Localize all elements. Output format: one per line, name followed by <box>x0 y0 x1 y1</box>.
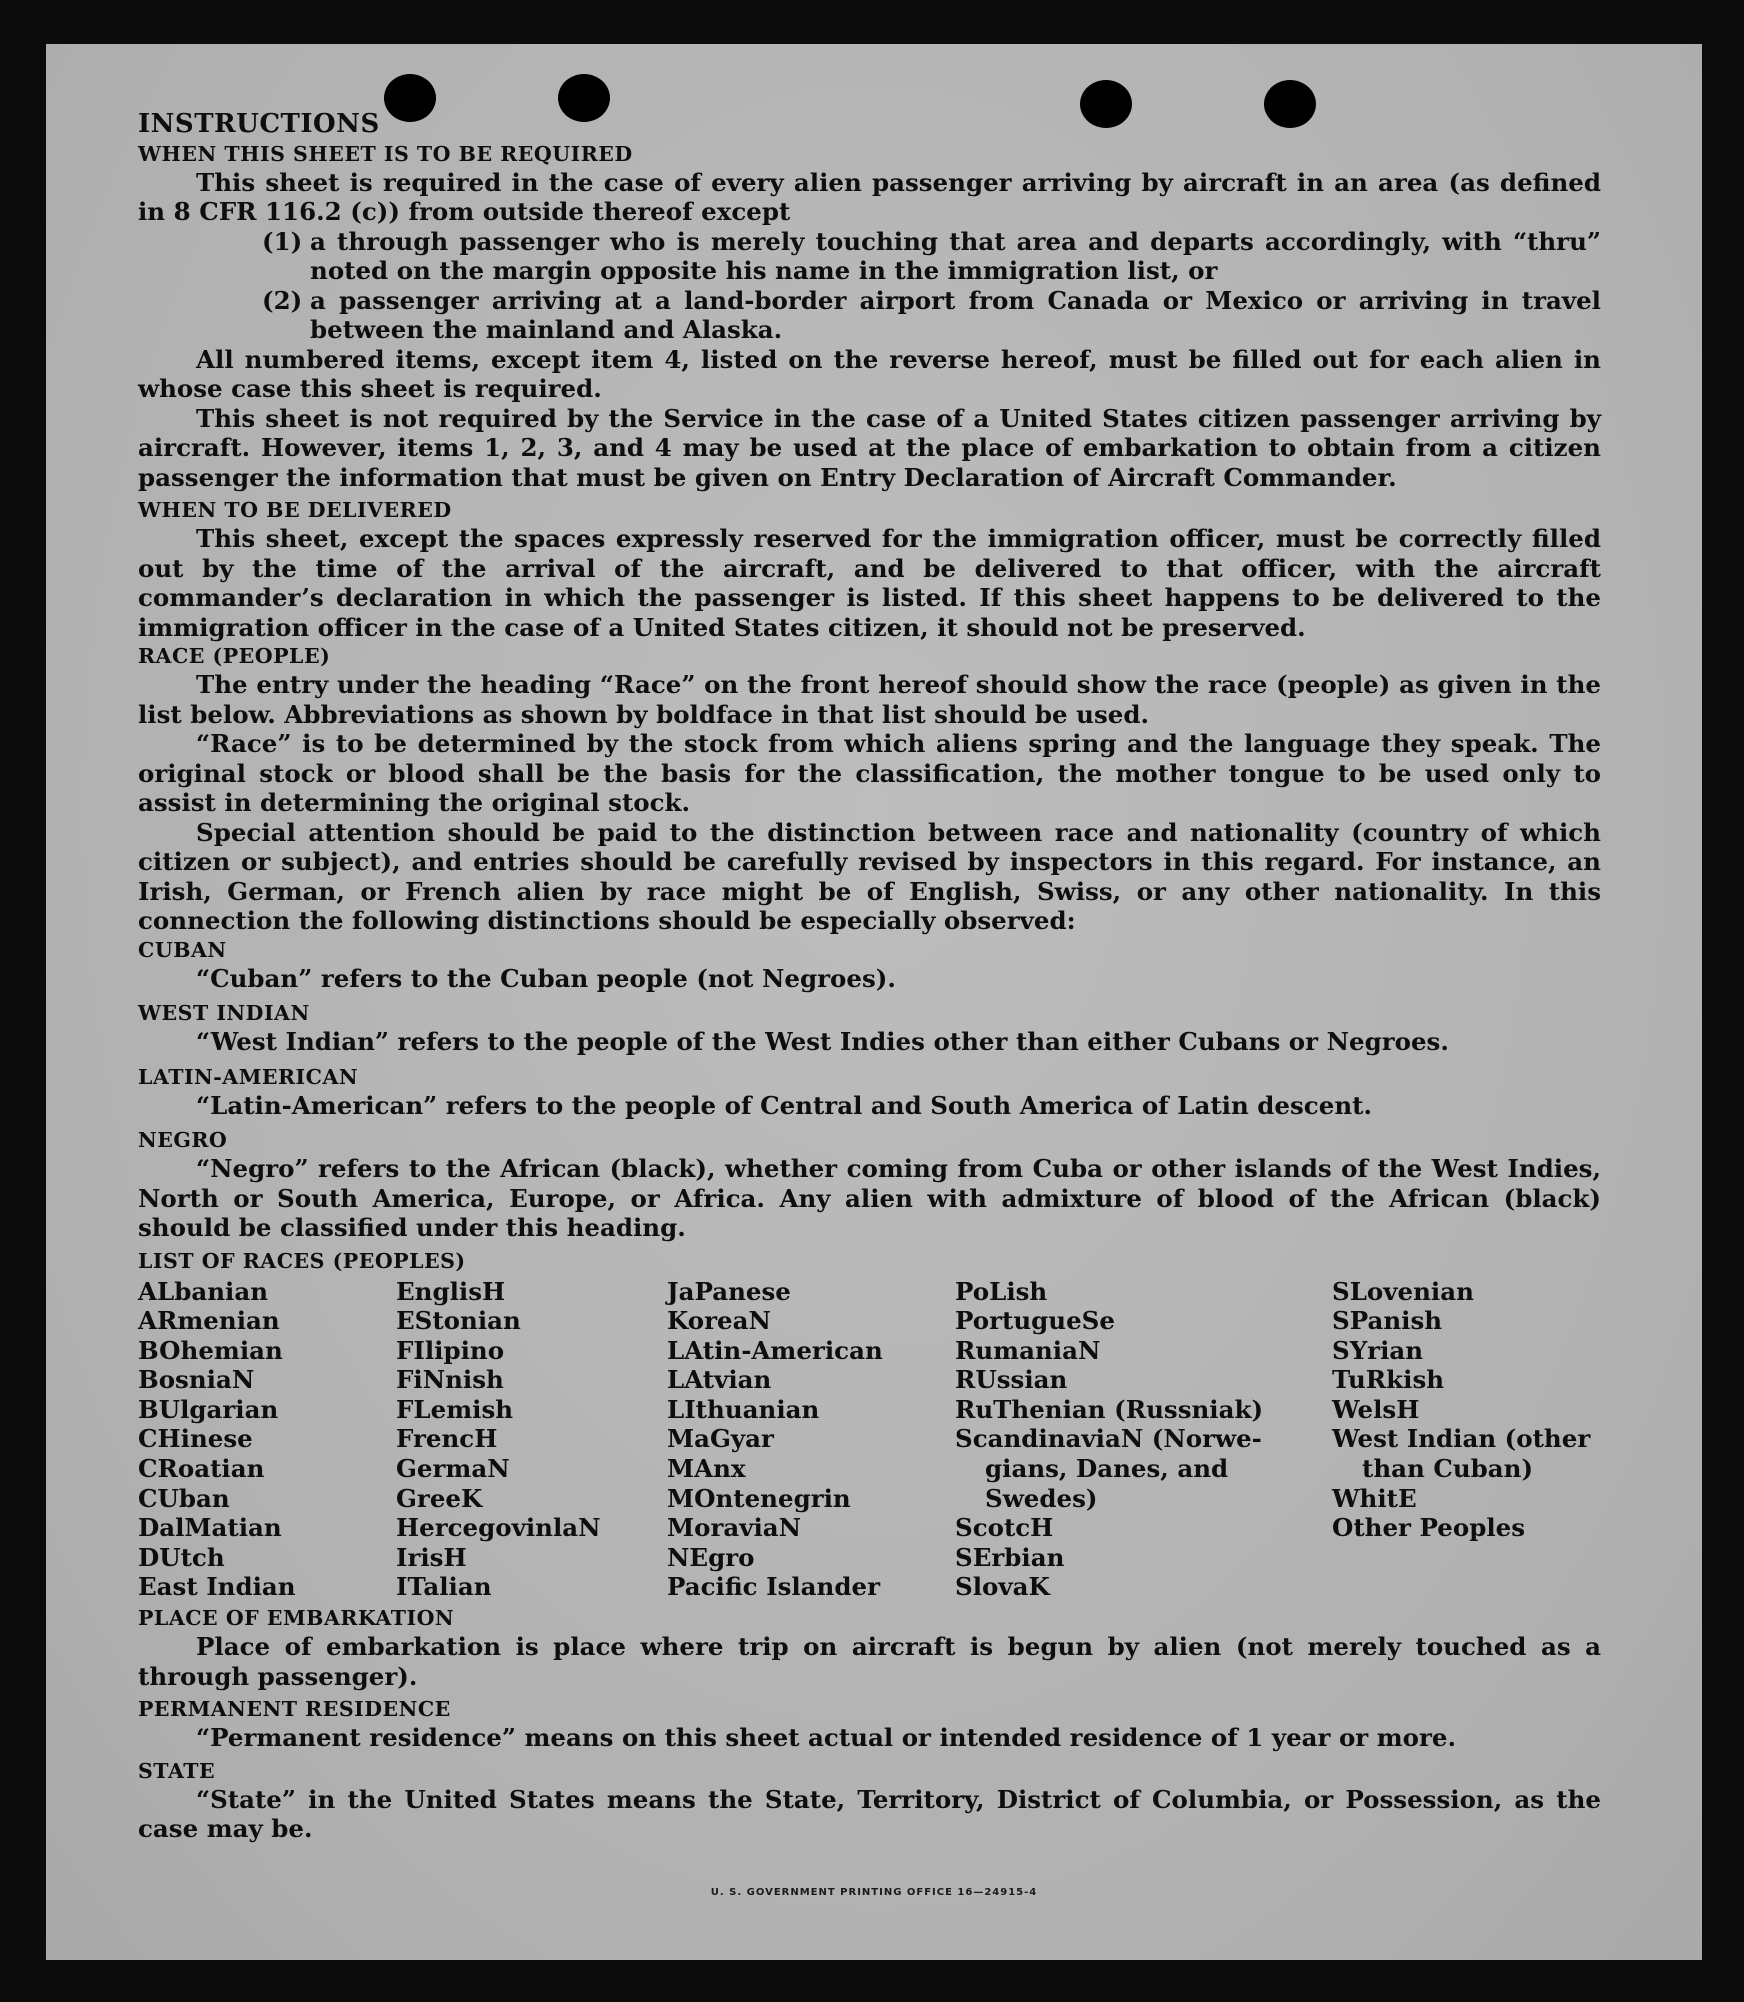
races-column-5 <box>1332 1277 1601 1603</box>
printing-office-footer: U. S. GOVERNMENT PRINTING OFFICE 16—24915-4 <box>710 1887 1038 1898</box>
heading-required: WHEN THIS SHEET IS TO BE REQUIRED <box>138 141 633 166</box>
race-entry: ARmenian <box>138 1306 280 1336</box>
race-entry: KoreaN <box>667 1306 771 1336</box>
exception-number: (1) <box>262 226 303 256</box>
race-entry: DalMatian <box>138 1513 282 1543</box>
state-text: “State” in the United States means the State, Territory, District of Columbia, or Possession, as the case may be. <box>138 1784 1601 1844</box>
races-column-2 <box>396 1277 667 1603</box>
delivered-text: This sheet, except the spaces expressly reserved for the immigration officer, must be correctly filled out by the time of the arrival of the aircraft, and be delivered to that officer, with the aircraft commander’s declaration in which the passenger is listed. If this sheet happens to be delivered to the immigration officer in the case of a United States citizen, it should not be preserved. <box>138 524 1601 642</box>
race-entry: West Indian (other <box>1332 1424 1591 1454</box>
race-entry: SPanish <box>1332 1306 1443 1336</box>
race-entry: PoLish <box>955 1276 1048 1306</box>
required-intro: This sheet is required in the case of every alien passenger arriving by aircraft in an area (as defined in 8 CFR 116.2 (c)) from outside thereof except <box>138 167 1601 226</box>
races-list <box>138 1277 1601 1603</box>
race-entry: SYrian <box>1332 1335 1424 1365</box>
race-entry: WhitE <box>1332 1483 1417 1513</box>
race-entry: JaPanese <box>667 1276 791 1306</box>
race-entry: ITalian <box>396 1572 492 1602</box>
race-entry: ScotcH <box>955 1513 1054 1543</box>
race-entry: IrisH <box>396 1542 467 1572</box>
race-entry: RuThenian (Russniak) <box>955 1394 1264 1424</box>
heading-latin-american: LATIN-AMERICAN <box>138 1064 359 1089</box>
race-entry: FLemish <box>396 1394 514 1424</box>
exception-item-1 <box>138 227 1601 286</box>
race-para-2: “Race” is to be determined by the stock from which aliens spring and the language they speak. The original stock or blood shall be the basis for the classification, the mother tongue to be used only to assist in determining the original stock. <box>138 729 1601 817</box>
race-entry: NEgro <box>667 1542 755 1572</box>
race-entry: CRoatian <box>138 1454 265 1484</box>
race-entry-continued: than Cuban) <box>1362 1454 1534 1484</box>
heading-west-indian: WEST INDIAN <box>138 1001 310 1025</box>
heading-cuban: CUBAN <box>138 937 227 962</box>
embarkation-text: Place of embarkation is place where trip on aircraft is begun by alien (not merely touched as a through passenger). <box>138 1632 1601 1691</box>
negro-text: “Negro” refers to the African (black), whether coming from Cuba or other islands of the West Indies, North or South America, Europe, or Africa. Any alien with admixture of blood of the African (black) should be classified under this heading. <box>138 1154 1601 1242</box>
race-entry: TuRkish <box>1332 1365 1445 1395</box>
document-sheet <box>46 44 1702 1960</box>
race-entry: BOhemian <box>138 1335 283 1365</box>
race-entry: MoraviaN <box>667 1513 802 1543</box>
races-column-3 <box>667 1277 955 1603</box>
race-entry: MaGyar <box>667 1424 774 1454</box>
race-entry: BUlgarian <box>138 1394 279 1424</box>
race-entry: FrencH <box>396 1424 498 1454</box>
heading-list-of-races: LIST OF RACES (PEOPLES) <box>138 1248 466 1273</box>
races-column-4 <box>955 1277 1332 1603</box>
race-entry: ALbanian <box>138 1276 269 1306</box>
races-column-1 <box>138 1277 396 1603</box>
race-entry: DUtch <box>138 1542 225 1572</box>
west-indian-text: “West Indian” refers to the people of the West Indies other than either Cubans or Negroes. <box>196 1027 1449 1056</box>
race-entry: ScandinaviaN (Norwe- <box>955 1424 1262 1454</box>
race-entry: SLovenian <box>1332 1276 1474 1306</box>
race-entry: CHinese <box>138 1424 253 1454</box>
race-entry: RumaniaN <box>955 1335 1101 1365</box>
race-entry: FiNnish <box>396 1365 504 1395</box>
race-entry: MAnx <box>667 1454 746 1484</box>
required-para-3: This sheet is not required by the Service in the case of a United States citizen passenger arriving by aircraft. However, items 1, 2, 3, and 4 may be used at the place of embarkation to obtain from a citizen passenger the information that must be given on Entry Declaration of Aircraft Commander. <box>138 403 1601 492</box>
race-entry-continued: Swedes) <box>985 1483 1098 1513</box>
race-entry: PortugueSe <box>955 1306 1115 1336</box>
exception-number: (2) <box>262 285 303 315</box>
race-entry: HercegovinlaN <box>396 1513 601 1543</box>
race-entry: LAtvian <box>667 1365 772 1395</box>
race-entry: GreeK <box>396 1483 483 1513</box>
race-para-1: The entry under the heading “Race” on the front hereof should show the race (people) as given in the list below. Abbreviations as shown by boldface in that list should be used. <box>138 670 1601 729</box>
exception-text: a through passenger who is merely touching that area and departs accordingly, with “thru” noted on the margin opposite his name in the immigration list, or <box>310 226 1601 285</box>
heading-delivered: WHEN TO BE DELIVERED <box>138 498 452 522</box>
heading-race: RACE (PEOPLE) <box>138 644 331 668</box>
race-entry: MOntenegrin <box>667 1483 851 1513</box>
race-entry: RUssian <box>955 1365 1068 1395</box>
race-entry: CUban <box>138 1483 230 1513</box>
race-entry: Other Peoples <box>1332 1513 1526 1543</box>
heading-state: STATE <box>138 1758 216 1783</box>
race-entry: SErbian <box>955 1542 1065 1572</box>
race-entry: WelsH <box>1332 1394 1420 1424</box>
race-entry: East Indian <box>138 1572 296 1602</box>
race-entry: LAtin-American <box>667 1335 883 1365</box>
heading-permanent-residence: PERMANENT RESIDENCE <box>138 1697 451 1722</box>
heading-negro: NEGRO <box>138 1128 228 1152</box>
race-entry: GermaN <box>396 1454 510 1484</box>
race-entry: SlovaK <box>955 1572 1050 1602</box>
required-para-2: All numbered items, except item 4, listed on the reverse hereof, must be filled out for each alien in whose case this sheet is required. <box>138 344 1601 403</box>
heading-embarkation: PLACE OF EMBARKATION <box>138 1606 455 1631</box>
race-entry: EnglisH <box>396 1276 506 1306</box>
race-entry-continued: gians, Danes, and <box>985 1454 1229 1484</box>
page-title: INSTRUCTIONS <box>138 109 380 139</box>
latin-american-text: “Latin-American” refers to the people of Central and South America of Latin descent. <box>196 1090 1372 1120</box>
permanent-residence-text: “Permanent residence” means on this sheet actual or intended residence of 1 year or more. <box>196 1723 1457 1753</box>
exception-text: a passenger arriving at a land-border airport from Canada or Mexico or arriving in travel between the mainland and Alaska. <box>310 285 1601 344</box>
race-entry: Pacific Islander <box>667 1572 880 1602</box>
race-entry: LIthuanian <box>667 1394 820 1424</box>
race-para-3: Special attention should be paid to the distinction between race and nationality (country of which citizen or subject), and entries should be carefully revised by inspectors in this regard. For instance, an Irish, German, or French alien by race might be of English, Swiss, or any other nationality. In this connection the following distinctions should be especially observed: <box>138 817 1601 935</box>
exception-item-2 <box>138 286 1601 345</box>
instructions-text <box>138 110 1601 1844</box>
cuban-text: “Cuban” refers to the Cuban people (not Negroes). <box>196 963 896 993</box>
race-entry: BosniaN <box>138 1365 255 1395</box>
race-entry: EStonian <box>396 1306 521 1336</box>
race-entry: FIlipino <box>396 1335 505 1365</box>
